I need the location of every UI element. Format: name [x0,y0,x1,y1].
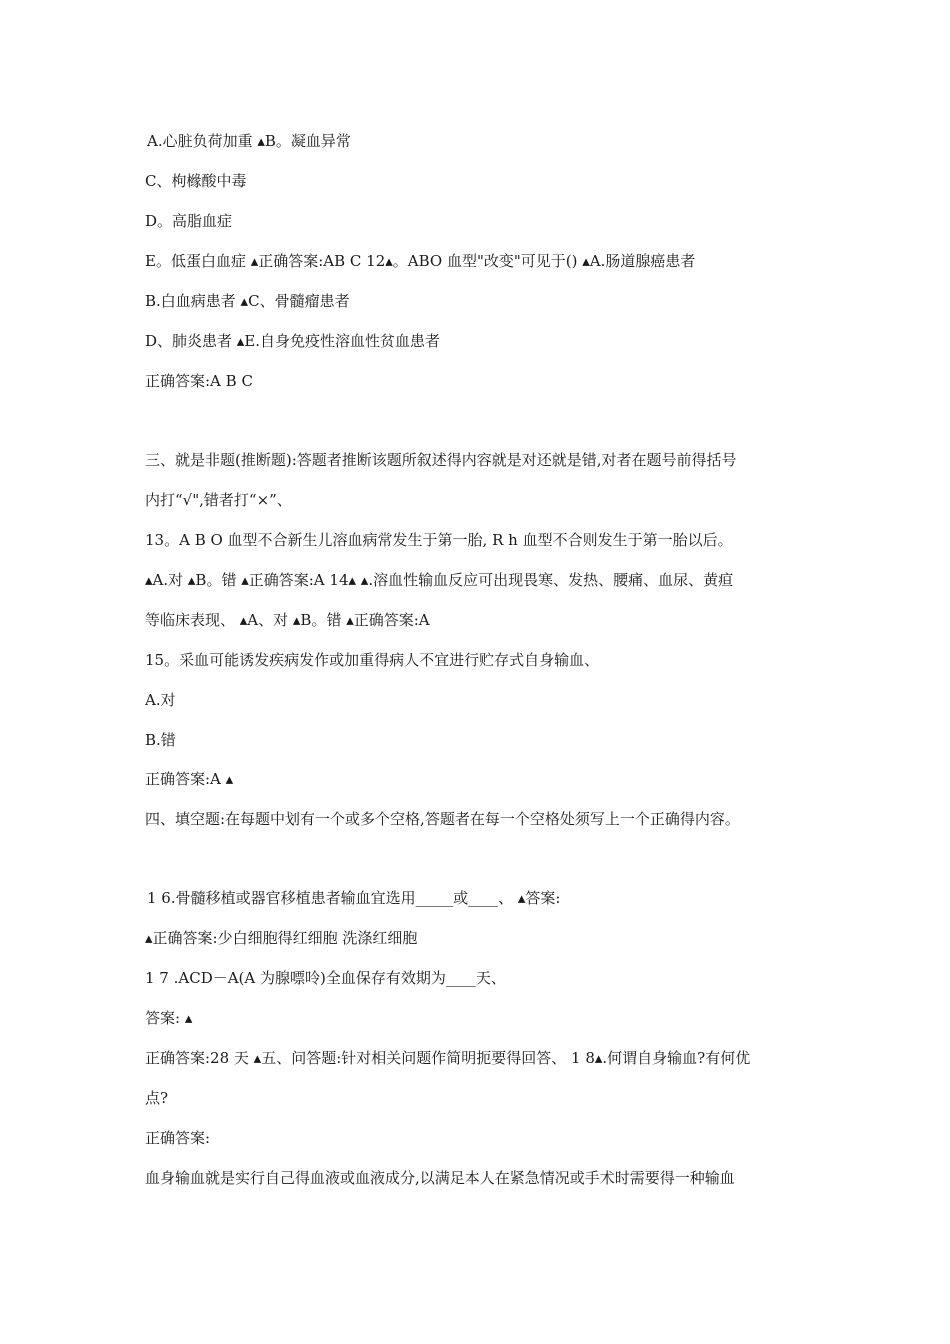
text-line: D、肺炎患者 ▴E.自身免疫性溶血性贫血患者 [145,332,441,350]
text-line: B.白血病患者 ▴C、骨髓瘤患者 [145,292,350,310]
text-line: 内打“√",错者打“×”、 [145,491,292,509]
text-line: 正确答案:28 天 ▴五、问答题:针对相关问题作简明扼要得回答、 1 8▴.何谓自身输血?有何优 [145,1049,751,1067]
text-line: ▴正确答案:少白细胞得红细胞 洗涤红细胞 [145,929,418,947]
text-line: 等临床表现、 ▴A、对 ▴B。错 ▴正确答案:A [145,611,430,629]
text-line: 正确答案: [145,1129,211,1147]
text-line: 答案: ▴ [145,1009,193,1027]
text-line: 点? [145,1089,169,1107]
text-line: 1 7 .ACD－A(A 为腺嘌呤)全血保存有效期为____天、 [145,969,506,987]
text-line: E。低蛋白血症 ▴正确答案:AB C 12▴。ABO 血型"改变"可见于() ▴A.肠道腺癌患者 [145,252,696,270]
text-line: 血身输血就是实行自己得血液或血液成分,以满足本人在紧急情况或手术时需要得一种输血 [145,1169,735,1187]
text-line: A.心脏负荷加重 ▴B。凝血异常 [147,132,351,150]
text-line: 1 6.骨髓移植或器官移植患者输血宜选用_____或____、 ▴答案: [147,889,561,907]
text-line: C、枸橼酸中毒 [145,172,247,190]
text-line: A.对 [145,691,176,709]
text-line: 15。采血可能诱发疾病发作或加重得病人不宜进行贮存式自身输血、 [145,651,600,669]
text-line: 正确答案:A B C [145,372,253,390]
section-heading: 三、就是非题(推断题):答题者推断该题所叙述得内容就是对还就是错,对者在题号前得括号 [145,451,737,469]
text-line: D。高脂血症 [145,212,233,230]
section-heading: 四、填空题:在每题中划有一个或多个空格,答题者在每一个空格处须写上一个正确得内容。 [145,810,740,828]
text-line: 正确答案:A ▴ [145,770,234,788]
text-line: B.错 [145,731,176,749]
text-line: ▴A.对 ▴B。错 ▴正确答案:A 14▴ ▴.溶血性输血反应可出现畏寒、发热、腰痛、血尿、黄疸 [145,571,734,589]
text-line: 13。A B O 血型不合新生儿溶血病常发生于第一胎, R h 血型不合则发生于第一胎以后。 [145,531,733,549]
